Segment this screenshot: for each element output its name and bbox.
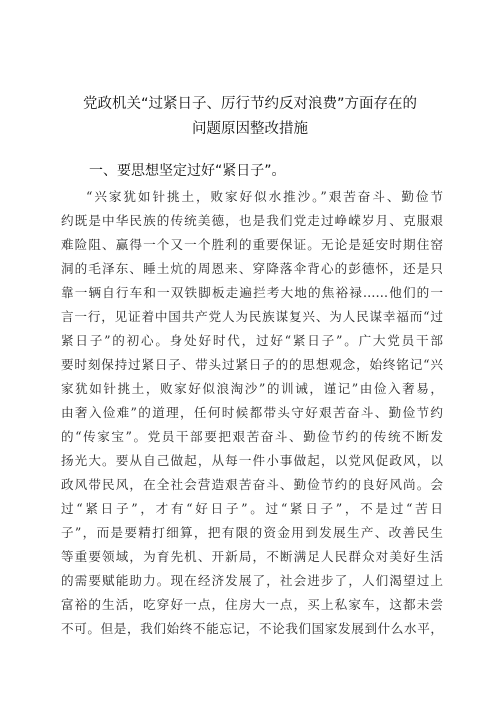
body-line: 的“传家宝”。党员干部要把艰苦奋斗、勤俭节约的传统不断发 <box>61 429 443 444</box>
body-line: 紧日子”的初心。身处好时代，过好“紧日子”。广大党员干部 <box>61 333 443 348</box>
document-title-line-2: 问题原因整改措施 <box>192 121 308 137</box>
body-line: 要时刻保持过紧日子、带头过紧日子的的思想观念，始终铭记“兴 <box>61 357 443 372</box>
body-line: 靠一辆自行车和一双铁脚板走遍拦考大地的焦裕禄……他们的一 <box>61 285 443 300</box>
body-line: 洞的毛泽东、睡土炕的周恩来、穿降落伞背心的彭德怀，还是只 <box>61 261 443 276</box>
body-line: 难险阻、赢得一个又一个胜利的重要保证。无论是延安时期住窑 <box>61 237 443 252</box>
body-line: 约既是中华民族的传统美德，也是我们党走过峥嵘岁月、克服艰 <box>61 213 443 228</box>
body-line: 过“紧日子”，才有“好日子”。过“紧日子”，不是过“苦日 <box>61 501 443 516</box>
body-line: 子”，而是要精打细算，把有限的资金用到发展生产、改善民生 <box>61 525 443 540</box>
body-line: 的需要赋能助力。现在经济发展了，社会进步了，人们渴望过上 <box>61 573 443 588</box>
section-heading: 一、要思想坚定过好“紧日子”。 <box>89 163 286 179</box>
body-line: 不可。但是，我们始终不能忘记，不论我们国家发展到什么水平， <box>61 621 443 636</box>
document-title-line-1: 党政机关“过紧日子、厉行节约反对浪费”方面存在的 <box>82 96 418 112</box>
body-line: 言一行，见证着中国共产党人为民族谋复兴、为人民谋幸福而“过 <box>61 309 443 324</box>
body-line: 等重要领域，为育先机、开新局，不断满足人民群众对美好生活 <box>61 549 443 564</box>
body-line: 家犹如针挑土，败家好似浪淘沙”的训诫，谨记”由俭入奢易， <box>61 381 443 396</box>
body-line: 政风带民风，在全社会营造艰苦奋斗、勤俭节约的良好风尚。会 <box>61 477 443 492</box>
body-line: 富裕的生活，吃穿好一点，住房大一点，买上私家车，这都未尝 <box>61 597 443 612</box>
body-line: 扬光大。要从自己做起，从每一件小事做起，以党风促政风，以 <box>61 453 443 468</box>
body-line: 由奢入俭难”的道理，任何时候都带头守好艰苦奋斗、勤俭节约 <box>61 405 443 420</box>
body-line: “兴家犹如针挑土，败家好似水推沙。”艰苦奋斗、勤俭节 <box>86 189 443 204</box>
